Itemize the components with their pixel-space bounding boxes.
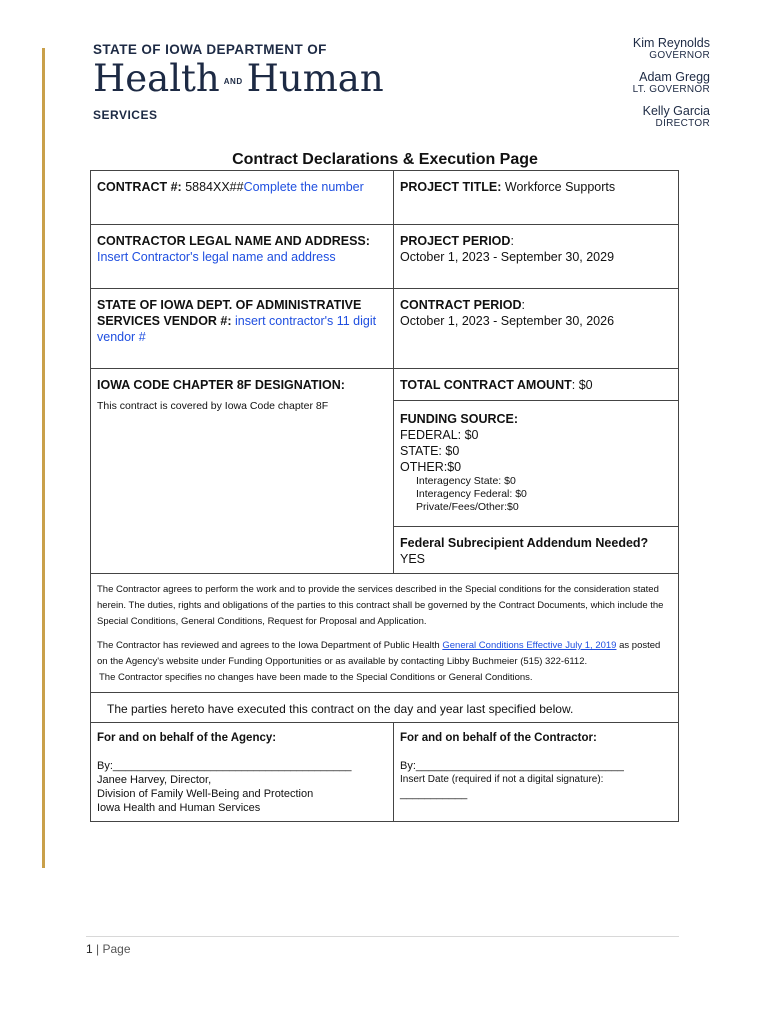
contractor-signature-cell xyxy=(394,723,679,822)
funding-other: OTHER:$0 xyxy=(400,460,462,474)
logo-line1: STATE OF IOWA DEPARTMENT OF xyxy=(93,42,327,57)
agreement-paragraph-3: The Contractor specifies no changes have been made to the Special Conditions or General Conditions. xyxy=(99,672,533,683)
project-period-cell xyxy=(394,225,679,289)
agency-heading: For and on behalf of the Agency: xyxy=(97,732,277,744)
contractor-hint: Insert Contractor's legal name and address xyxy=(97,250,336,264)
contractor-heading: For and on behalf of the Contractor: xyxy=(400,732,597,744)
funding-source-label: FUNDING SOURCE: xyxy=(400,412,519,426)
general-conditions-link[interactable]: General Conditions Effective July 1, 2019 xyxy=(442,640,617,651)
contract-period-colon: : xyxy=(521,298,526,312)
hhs-logo xyxy=(93,42,384,122)
official-title: GOVERNOR xyxy=(649,50,710,61)
page-separator: | xyxy=(92,942,103,956)
official-name: Kelly Garcia xyxy=(642,104,710,118)
contractor-cell xyxy=(91,225,394,289)
logo-services: SERVICES xyxy=(93,107,158,122)
official xyxy=(633,70,710,96)
agency-division: Division of Family Well-Being and Protection xyxy=(97,788,314,800)
contract-number-hint: Complete the number xyxy=(243,180,364,194)
contractor-date-line: ___________ xyxy=(400,788,468,800)
official xyxy=(633,36,710,62)
agreement-p2-end: as posted on the Agency's website under Funding Opportunities or as available by contacting Libby Buchmeier (515) 322-6112. xyxy=(97,640,661,667)
contract-period-cell xyxy=(394,289,679,369)
agreement-p2-text: The Contractor has reviewed and agrees to the Iowa Department of Public Health xyxy=(97,640,443,651)
agreement-paragraph-2 xyxy=(97,638,672,670)
logo-health: Health xyxy=(93,57,220,100)
subrecipient-cell xyxy=(394,527,679,574)
project-period-value: October 1, 2023 - September 30, 2029 xyxy=(400,250,615,264)
total-amount-value: : $0 xyxy=(571,378,593,392)
project-title-cell xyxy=(394,171,679,225)
project-title-value: Workforce Supports xyxy=(501,180,616,194)
page-number: 1 xyxy=(86,942,93,956)
page-label: Page xyxy=(102,942,131,956)
agency-org: Iowa Health and Human Services xyxy=(97,802,261,814)
official-name: Kim Reynolds xyxy=(632,36,710,50)
vendor-label: STATE OF IOWA DEPT. OF ADMINISTRATIVE SERVICES VENDOR #: xyxy=(97,298,362,328)
contract-number-cell xyxy=(91,171,394,225)
vendor-hint: insert contractor's 11 digit vendor # xyxy=(97,314,377,344)
agreement-paragraph-1: The Contractor agrees to perform the work and to provide the services described in the Special conditions for the consideration stated herein. The duties, rights and obligations of the parties to this contract shall be governed by the Contract Documents, which include the Special Conditions, General Conditions, Request for Proposal and Application. xyxy=(97,584,664,627)
contract-number-value: 5884XX## xyxy=(181,180,244,194)
vendor-cell xyxy=(91,289,394,369)
designation-label: IOWA CODE CHAPTER 8F DESIGNATION: xyxy=(97,378,345,392)
funding-private: Private/Fees/Other:$0 xyxy=(416,501,519,513)
total-amount-cell xyxy=(394,369,679,401)
contractor-signature-line: By:__________________________________ xyxy=(400,760,624,772)
project-period-colon: : xyxy=(510,234,514,248)
footer-divider xyxy=(86,936,679,937)
declarations-table xyxy=(90,170,679,822)
subrecipient-label: Federal Subrecipient Addendum Needed? xyxy=(400,536,649,550)
page-footer xyxy=(86,942,131,956)
subrecipient-value: YES xyxy=(400,552,426,566)
project-period-label: PROJECT PERIOD xyxy=(400,234,511,248)
total-amount-label: TOTAL CONTRACT AMOUNT xyxy=(400,378,572,392)
funding-interagency-state: Interagency State: $0 xyxy=(416,475,516,487)
funding-state: STATE: $0 xyxy=(400,444,460,458)
official-name: Adam Gregg xyxy=(639,70,710,84)
agreement-cell xyxy=(91,574,679,693)
contractor-label: CONTRACTOR LEGAL NAME AND ADDRESS: xyxy=(97,234,370,248)
contract-period-label: CONTRACT PERIOD xyxy=(400,298,522,312)
funding-source-cell xyxy=(394,401,679,527)
funding-interagency-federal: Interagency Federal: $0 xyxy=(416,488,527,500)
logo-human: Human xyxy=(246,57,384,100)
funding-federal: FEDERAL: $0 xyxy=(400,428,479,442)
officials-list xyxy=(633,36,710,138)
official-title: LT. GOVERNOR xyxy=(632,84,710,95)
page-title: Contract Declarations & Execution Page xyxy=(232,151,538,168)
agency-signature-cell xyxy=(91,723,394,822)
project-title-label: PROJECT TITLE: xyxy=(400,180,502,194)
agency-signature-line: By:_______________________________________ xyxy=(97,760,352,772)
contractor-date-label: Insert Date (required if not a digital signature): xyxy=(400,774,604,785)
accent-bar xyxy=(42,48,45,868)
official xyxy=(633,104,710,130)
executed-statement: The parties hereto have executed this contract on the day and year last specified below. xyxy=(91,693,679,723)
contract-period-value: October 1, 2023 - September 30, 2026 xyxy=(400,314,615,328)
official-title: DIRECTOR xyxy=(655,118,710,129)
logo-and: AND xyxy=(223,76,243,86)
designation-cell xyxy=(91,369,394,574)
designation-text: This contract is covered by Iowa Code chapter 8F xyxy=(97,400,329,412)
contract-number-label: CONTRACT #: xyxy=(97,180,182,194)
agency-signer-name: Janee Harvey, Director, xyxy=(97,774,212,786)
logo-wordmark xyxy=(93,59,384,102)
